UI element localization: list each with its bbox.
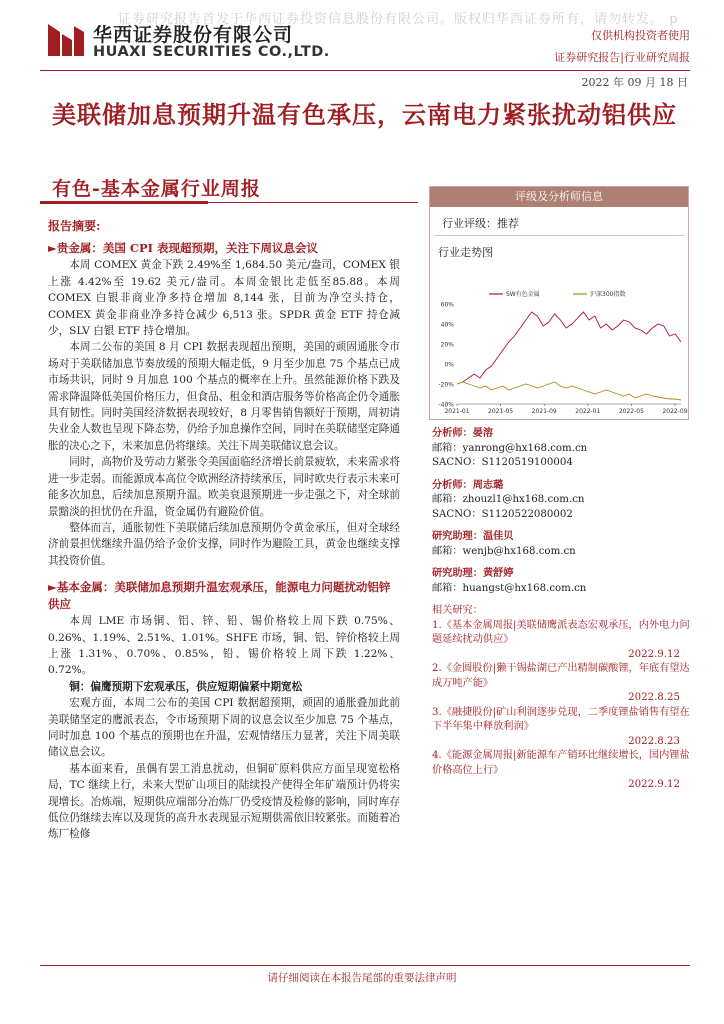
analyst-entry: [432, 426, 690, 471]
body-paragraph: 基本面来看，虽偶有罢工消息扰动，但铜矿原料供应方面呈现宽松格局，TC 继续上行，未来大型矿山项目的陆续投产使得全年矿端预计仍将实现增长。冶炼端，短期供应端部分冶炼厂仍受疫情及检修的影响，同时库存低位仍继续去库以及现货的高升水表现显示短期供需依旧较紧张。而随着冶炼厂检修: [48, 762, 400, 841]
related-report-date: 2022.8.25: [628, 692, 680, 703]
body-paragraph: 宏观方面，本周二公布的美国 CPI 数据超预期，顽固的通胀叠加此前美联储坚定的鹰派表态，令市场预期下周的议息会议至少加息 75 个基点，同时加息 100 个基点的预期也在升温，宏观情绪压力显著，关注下周美联储议息会议。: [48, 697, 400, 759]
x-tick-label: 2021-09: [531, 408, 557, 415]
related-report-link[interactable]: 1.《基本金属周报|美联储鹰派表态宏观承压，内外电力问题延续扰动供应》: [432, 619, 690, 645]
x-tick-label: 2022-01: [575, 408, 601, 415]
analyst-sac: SACNO：S1120522080002: [432, 508, 573, 520]
main-body: [48, 218, 400, 843]
related-report-link[interactable]: 2.《金圆股份|獭干锡盐湖已产出精制碳酸锂，年底有望达成万吨产能》: [432, 663, 690, 689]
audience-tag: 仅供机构投资者使用: [591, 29, 690, 42]
related-report-date: 2022.9.12: [628, 648, 680, 660]
abstract-heading: 报告摘要:: [48, 219, 101, 233]
y-tick-label: 60%: [440, 301, 454, 309]
footer-divider: [40, 965, 690, 966]
report-title: 美联储加息预期升温有色承压，云南电力紧张扰动铝供应: [52, 100, 677, 129]
section-heading-base-metals: ►基本金属：美联储加息预期升温宏观承压，能源电力问题扰动铝锌供应: [48, 580, 391, 612]
sub-heading-copper: 铜：偏鹰预期下宏观承压，供应短期偏紧中期宽松: [69, 680, 303, 693]
section-heading-precious: ►贵金属：美国 CPI 表现超预期，关注下周议息会议: [48, 241, 319, 256]
assistant-email: 邮箱：wenjb@hx168.com.cn: [432, 545, 576, 557]
body-paragraph: 本周 COMEX 黄金下跌 2.49%至 1,684.50 美元/盎司，COMEX 银上涨 4.42%至 19.62 美元/盎司。本周金银比走低至85.88。本周 COMEX 白银非商业净多持仓增加 8,144 张，目前为净空头持仓，COMEX 黄金非商业净多持仓减少 6,513 张。SPDR 黄金 ETF 持仓减少，SLV 白银 ETF 持仓增加。: [48, 259, 400, 338]
report-type-tag: 证券研究报告|行业研究周报: [554, 51, 690, 64]
body-paragraph: 本周二公布的美国 8 月 CPI 数据表现超出预期，美国的顽固通胀令市场对于美联储加息节奏放缓的预期大幅走低，9 月至少加息 75 个基点已成市场共识，同时 9 月加息 100 个基点的概率在上升。虽然能源价格下跌及需求降温降低美国价格压力，但食品、租金和酒店服务等价格高企仍令通胀具有韧性。同时美国经济数据表现较好，8 月零售销售额好于预期，周初请失业金人数也呈现下降态势，仍给予加息操作空间，同时在美联储坚定降通胀的决心之下，未来加息仍将继续。关注下周美联储议息会议。: [48, 341, 400, 452]
related-report-link[interactable]: 3.《融捷股份|矿山利润逐步兑现，二季度锂盐销售有望在下半年集中释放利润》: [432, 706, 690, 732]
analyst-name: 晏溶: [472, 427, 494, 439]
y-tick-label: -20%: [438, 381, 454, 389]
report-date: 2022 年 09 月 18 日: [581, 76, 688, 89]
y-tick-label: 40%: [440, 321, 454, 329]
assistant-role: 研究助理：: [432, 567, 483, 579]
industry-trend-chart: [429, 276, 689, 420]
y-tick-label: -40%: [438, 401, 454, 409]
analyst-name: 周志璐: [472, 478, 504, 491]
x-tick-label: 2022-09: [662, 408, 688, 415]
trend-label: 行业走势图: [438, 246, 493, 259]
rating-label: 行业评级：: [442, 217, 497, 230]
x-tick-label: 2021-05: [488, 408, 514, 415]
body-paragraph: 整体而言，通胀韧性下美联储后续加息预期仍令黄金承压，但对全球经济前景担忧继续升温仍给予金价支撑，同时作为避险工具，黄金也继续支撑其投资价值。: [48, 521, 400, 567]
analyst-role: 分析师：: [432, 478, 473, 491]
industry-rating: [434, 207, 684, 236]
legend-label: SW有色金属: [506, 291, 540, 299]
subtitle-underline-thin: [208, 202, 418, 203]
assistant-email: 邮箱：huangst@hx168.com.cn: [432, 582, 587, 594]
header-divider: [40, 70, 690, 71]
assistant-name: 黄舒婷: [482, 567, 514, 579]
assistant-entry: [432, 529, 690, 559]
analyst-role: 分析师：: [432, 427, 473, 439]
related-report-date: 2022.9.12: [628, 779, 680, 790]
analyst-email: 邮箱：yanrong@hx168.com.cn: [432, 442, 588, 454]
subtitle-underline: [40, 201, 208, 204]
analyst-sac: SACNO：S1120519100004: [432, 457, 573, 468]
related-report-date: 2022.8.23: [628, 735, 680, 747]
assistant-entry: [432, 566, 690, 596]
company-logo: [46, 22, 86, 58]
legend-label: 沪深300指数: [590, 291, 626, 299]
rating-box-title: 评级及分析师信息: [430, 187, 688, 207]
related-report-link[interactable]: 4.《能源金属周报|新能源车产销环比继续增长，国内锂盐价格高位上行》: [432, 750, 690, 776]
x-tick-label: 2021-01: [444, 408, 470, 415]
rating-value: 推荐: [497, 217, 519, 230]
assistant-name: 温佳贝: [482, 530, 514, 542]
x-tick-label: 2022-05: [618, 408, 644, 415]
analyst-entry: [432, 478, 690, 523]
series-line: [457, 312, 681, 384]
assistant-role: 研究助理：: [432, 530, 483, 542]
company-name-en: HUAXI SECURITIES CO.,LTD.: [93, 44, 330, 60]
y-tick-label: 20%: [440, 341, 454, 349]
series-line: [457, 382, 681, 400]
y-tick-label: 0%: [444, 361, 454, 369]
analyst-email: 邮箱：zhouzl1@hx168.com.cn: [432, 494, 585, 505]
legal-notice: 请仔细阅读在本报告尾部的重要法律声明: [267, 972, 457, 984]
analyst-info: [432, 426, 690, 793]
related-research-title: 相关研究：: [432, 605, 483, 616]
body-paragraph: 本周 LME 市场铜、铝、锌、铅、锡价格较上周下跌 0.75%、0.26%、1.19%、2.51%、1.01%。SHFE 市场，铜、铝、锌价格较上周上涨 1.31%、0.70%、0.85%，铅、锡价格较上周下跌 1.22%、0.72%。: [48, 615, 400, 677]
company-name-cn: 华西证券股份有限公司: [93, 24, 294, 46]
report-subtitle: 有色-基本金属行业周报: [52, 178, 261, 200]
watermark: 证券研究报告首发于华西证券投资信息股份有限公司。版权归华西证券所有，请勿转发。 p: [118, 12, 679, 27]
body-paragraph: 同时，高物价及劳动力紧张令美国面临经济增长前景疲软，未来需求将进一步走弱。而能源成本高位令欧洲经济持续承压，同时欧央行表示未来可能多次加息，后续加息预期升温。欧美衰退预期进一步走强之下，对全球前景黯淡的担忧仍在升温，资金属仍有避险价值。: [48, 456, 400, 518]
